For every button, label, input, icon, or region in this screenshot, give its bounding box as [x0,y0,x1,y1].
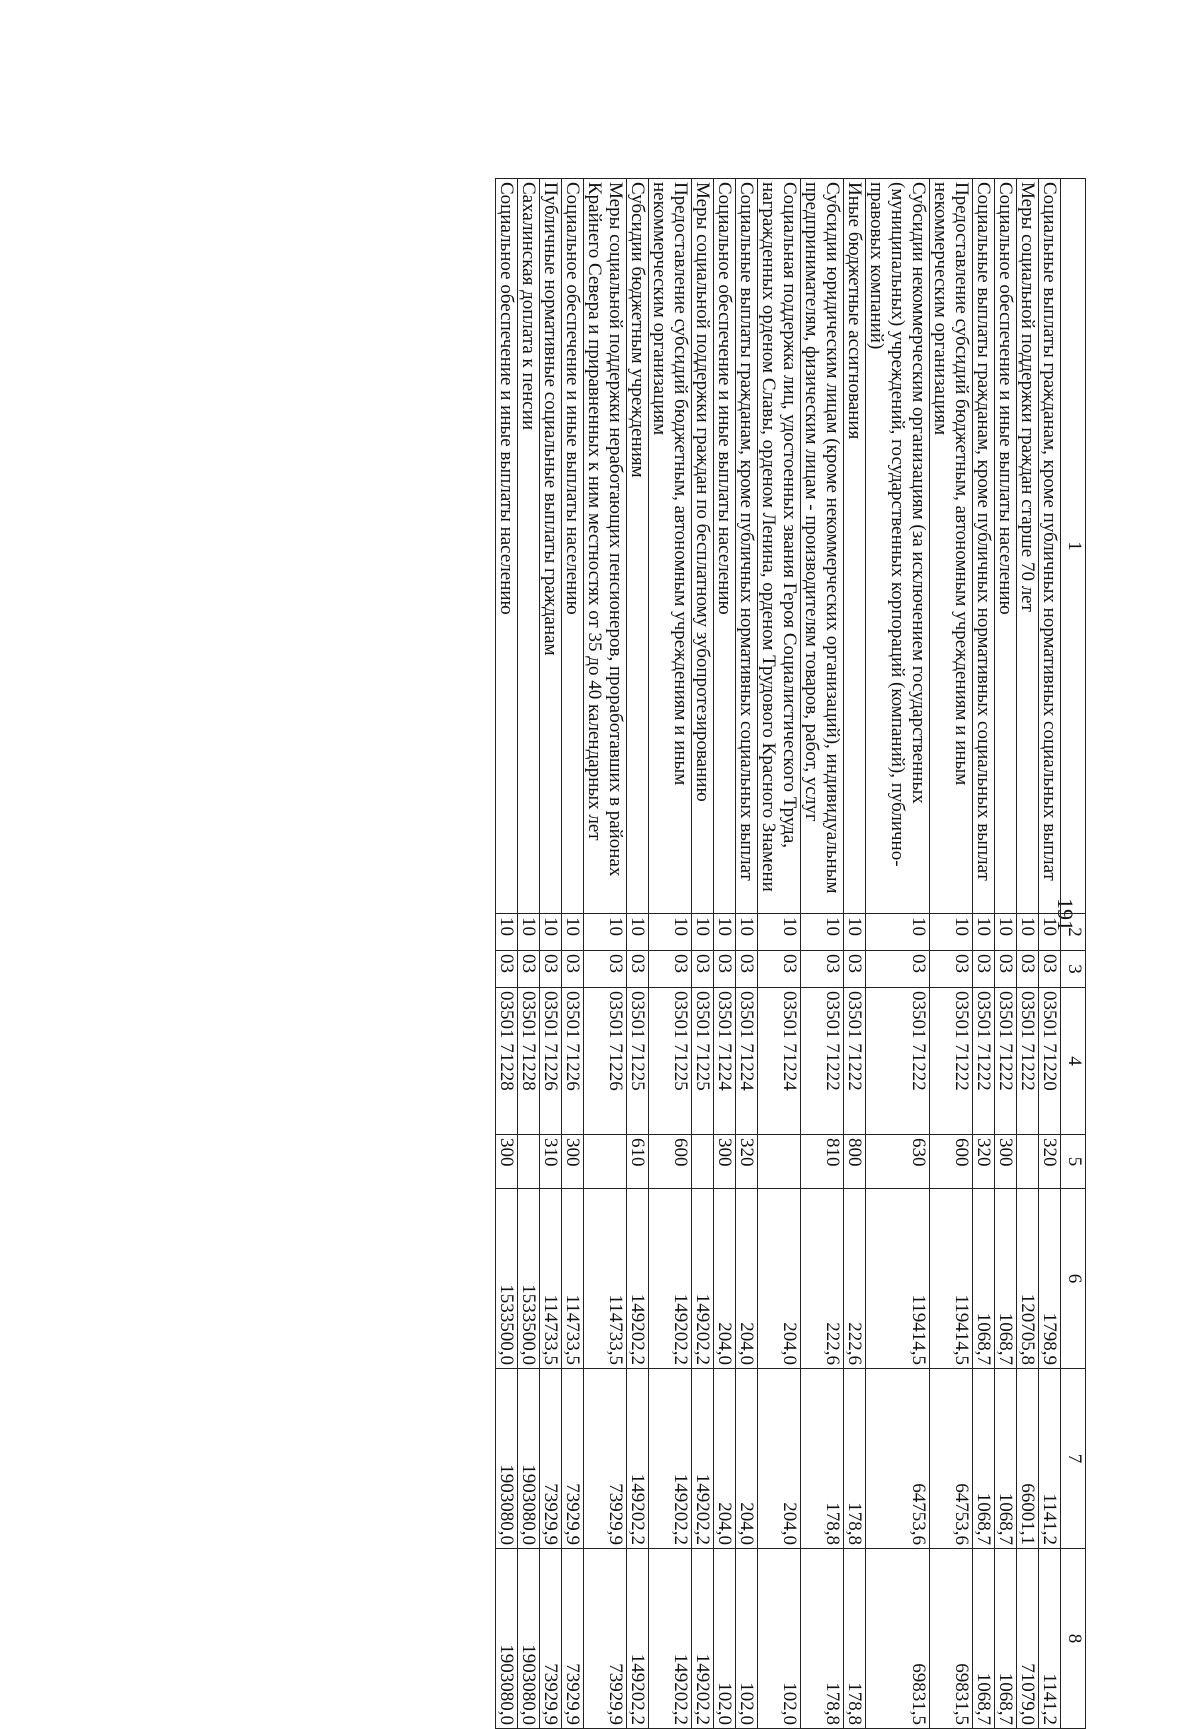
subsection-code-cell: 03 [801,951,844,988]
row-name-cell: Публичные нормативные социальные выплаты гражданам [540,179,562,914]
table-row [866,179,930,1729]
column-header: 6 [1061,1189,1086,1369]
amount-col8-cell: 149202,2 [627,1549,649,1729]
section-code-cell: 10 [518,914,540,951]
amount-col7-cell: 204,0 [714,1369,736,1549]
expense-type-cell: 300 [714,1135,736,1189]
table-row [496,179,518,1729]
section-code-cell: 10 [866,914,930,951]
row-name-cell: Социальное обеспечение и иные выплаты населению [562,179,584,914]
subsection-code-cell: 03 [866,951,930,988]
expense-type-cell [692,1135,714,1189]
amount-col7-cell: 73929,9 [562,1369,584,1549]
table-row [844,179,866,1729]
subsection-code-cell: 03 [692,951,714,988]
target-article-cell: 03501 71222 [973,988,995,1135]
expense-type-cell: 810 [801,1135,844,1189]
amount-col6-cell: 119414,5 [866,1189,930,1369]
row-name-cell: Социальные выплаты гражданам, кроме публичных нормативных социальных выплат [1039,179,1061,914]
amount-col6-cell: 1533500,0 [518,1189,540,1369]
table-row [692,179,714,1729]
expense-type-cell: 630 [866,1135,930,1189]
expense-type-cell [758,1135,801,1189]
expense-type-cell: 300 [995,1135,1017,1189]
subsection-code-cell: 03 [973,951,995,988]
amount-col7-cell: 178,8 [801,1369,844,1549]
subsection-code-cell: 03 [714,951,736,988]
amount-col6-cell: 1068,7 [995,1189,1017,1369]
amount-col7-cell: 1141,2 [1039,1369,1061,1549]
amount-col8-cell: 102,0 [714,1549,736,1729]
amount-col8-cell: 1903080,0 [518,1549,540,1729]
table-row [627,179,649,1729]
amount-col6-cell: 114733,5 [540,1189,562,1369]
column-header: 4 [1061,988,1086,1135]
section-code-cell: 10 [736,914,758,951]
amount-col6-cell: 149202,2 [649,1189,692,1369]
target-article-cell: 03501 71226 [584,988,627,1135]
expense-type-cell [518,1135,540,1189]
amount-col6-cell: 114733,5 [562,1189,584,1369]
section-code-cell: 10 [844,914,866,951]
section-code-cell: 10 [584,914,627,951]
table-row [801,179,844,1729]
section-code-cell: 10 [714,914,736,951]
amount-col6-cell: 1533500,0 [496,1189,518,1369]
amount-col8-cell: 102,0 [758,1549,801,1729]
table-row [540,179,562,1729]
table-row [973,179,995,1729]
amount-col7-cell: 1068,7 [995,1369,1017,1549]
target-article-cell: 03501 71225 [649,988,692,1135]
subsection-code-cell: 03 [736,951,758,988]
target-article-cell: 03501 71220 [1039,988,1061,1135]
table-row [518,179,540,1729]
target-article-cell: 03501 71222 [844,988,866,1135]
amount-col8-cell: 71079,0 [1017,1549,1039,1729]
amount-col6-cell: 222,6 [844,1189,866,1369]
row-name-cell: Социальные выплаты гражданам, кроме публичных нормативных социальных выплат [973,179,995,914]
section-code-cell: 10 [930,914,973,951]
section-code-cell: 10 [649,914,692,951]
target-article-cell: 03501 71225 [692,988,714,1135]
amount-col7-cell: 1903080,0 [518,1369,540,1549]
expense-type-cell: 310 [540,1135,562,1189]
amount-col8-cell: 149202,2 [692,1549,714,1729]
subsection-code-cell: 03 [844,951,866,988]
page-number: 191 [1053,898,1078,931]
amount-col7-cell: 149202,2 [649,1369,692,1549]
column-header: 1 [1061,179,1086,914]
amount-col7-cell: 149202,2 [627,1369,649,1549]
target-article-cell: 03501 71222 [930,988,973,1135]
table-row [562,179,584,1729]
amount-col8-cell: 1141,2 [1039,1549,1061,1729]
amount-col7-cell: 204,0 [758,1369,801,1549]
expense-type-cell: 320 [973,1135,995,1189]
target-article-cell: 03501 71224 [758,988,801,1135]
table-row [995,179,1017,1729]
amount-col8-cell: 1068,7 [973,1549,995,1729]
table-row [930,179,973,1729]
row-name-cell: Субсидии юридическим лицам (кроме некоммерческих организаций), индивидуальным предпринимателям, физическим лицам - производителям товаров, работ, услуг [801,179,844,914]
amount-col8-cell: 1903080,0 [496,1549,518,1729]
row-name-cell: Сахалинская доплата к пенсии [518,179,540,914]
row-name-cell: Социальное обеспечение и иные выплаты населению [496,179,518,914]
row-name-cell: Социальные выплаты гражданам, кроме публичных нормативных социальных выплат [736,179,758,914]
amount-col8-cell: 149202,2 [649,1549,692,1729]
amount-col6-cell: 149202,2 [692,1189,714,1369]
amount-col8-cell: 69831,5 [866,1549,930,1729]
table-row [1039,179,1061,1729]
row-name-cell: Социальная поддержка лиц, удостоенных звания Героя Социалистического Труда, награжденных орденом Славы, орденом Ленина, орденом Трудового Красного Знамени [758,179,801,914]
section-code-cell: 10 [758,914,801,951]
amount-col6-cell: 222,6 [801,1189,844,1369]
row-name-cell: Социальное обеспечение и иные выплаты населению [714,179,736,914]
amount-col8-cell: 102,0 [736,1549,758,1729]
section-code-cell: 10 [540,914,562,951]
table-row [758,179,801,1729]
table-row [649,179,692,1729]
subsection-code-cell: 03 [540,951,562,988]
expense-type-cell: 320 [1039,1135,1061,1189]
expense-type-cell [584,1135,627,1189]
amount-col6-cell: 204,0 [736,1189,758,1369]
subsection-code-cell: 03 [649,951,692,988]
target-article-cell: 03501 71226 [562,988,584,1135]
target-article-cell: 03501 71222 [866,988,930,1135]
header-row [1061,179,1086,1729]
amount-col8-cell: 73929,9 [540,1549,562,1729]
amount-col7-cell: 149202,2 [692,1369,714,1549]
amount-col7-cell: 1068,7 [973,1369,995,1549]
amount-col8-cell: 73929,9 [584,1549,627,1729]
amount-col6-cell: 120705,8 [1017,1189,1039,1369]
amount-col8-cell: 73929,9 [562,1549,584,1729]
expense-type-cell: 600 [930,1135,973,1189]
subsection-code-cell: 03 [562,951,584,988]
subsection-code-cell: 03 [1017,951,1039,988]
target-article-cell: 03501 71228 [496,988,518,1135]
table-row [1017,179,1039,1729]
budget-table [495,178,1086,1729]
target-article-cell: 03501 71225 [627,988,649,1135]
row-name-cell: Иные бюджетные ассигнования [844,179,866,914]
amount-col6-cell: 149202,2 [627,1189,649,1369]
column-header: 3 [1061,951,1086,988]
section-code-cell: 10 [562,914,584,951]
column-header: 7 [1061,1369,1086,1549]
expense-type-cell [1017,1135,1039,1189]
section-code-cell: 10 [627,914,649,951]
subsection-code-cell: 03 [627,951,649,988]
column-header: 8 [1061,1549,1086,1729]
target-article-cell: 03501 71228 [518,988,540,1135]
row-name-cell: Меры социальной поддержки граждан старше 70 лет [1017,179,1039,914]
target-article-cell: 03501 71226 [540,988,562,1135]
amount-col6-cell: 114733,5 [584,1189,627,1369]
amount-col7-cell: 64753,6 [866,1369,930,1549]
amount-col7-cell: 64753,6 [930,1369,973,1549]
subsection-code-cell: 03 [995,951,1017,988]
target-article-cell: 03501 71224 [736,988,758,1135]
amount-col8-cell: 178,8 [844,1549,866,1729]
expense-type-cell: 320 [736,1135,758,1189]
section-code-cell: 10 [692,914,714,951]
amount-col6-cell: 1798,9 [1039,1189,1061,1369]
column-header: 2 [1061,914,1086,951]
table-row [736,179,758,1729]
expense-type-cell: 600 [649,1135,692,1189]
section-code-cell: 10 [973,914,995,951]
column-header: 5 [1061,1135,1086,1189]
amount-col8-cell: 69831,5 [930,1549,973,1729]
expense-type-cell: 300 [496,1135,518,1189]
amount-col8-cell: 1068,7 [995,1549,1017,1729]
row-name-cell: Предоставление субсидий бюджетным, автономным учреждениям и иным некоммерческим организациям [930,179,973,914]
target-article-cell: 03501 71224 [714,988,736,1135]
target-article-cell: 03501 71222 [995,988,1017,1135]
amount-col6-cell: 204,0 [714,1189,736,1369]
row-name-cell: Меры социальной поддержки граждан по бесплатному зубопротезированию [692,179,714,914]
subsection-code-cell: 03 [518,951,540,988]
subsection-code-cell: 03 [584,951,627,988]
amount-col6-cell: 204,0 [758,1189,801,1369]
row-name-cell: Социальное обеспечение и иные выплаты населению [995,179,1017,914]
amount-col6-cell: 119414,5 [930,1189,973,1369]
table-row [714,179,736,1729]
target-article-cell: 03501 71222 [801,988,844,1135]
table-row [584,179,627,1729]
section-code-cell: 10 [1017,914,1039,951]
section-code-cell: 10 [496,914,518,951]
section-code-cell: 10 [801,914,844,951]
target-article-cell: 03501 71222 [1017,988,1039,1135]
subsection-code-cell: 03 [1039,951,1061,988]
amount-col8-cell: 178,8 [801,1549,844,1729]
subsection-code-cell: 03 [758,951,801,988]
amount-col7-cell: 73929,9 [540,1369,562,1549]
row-name-cell: Субсидии некоммерческим организациям (за исключением государственных (муниципальных) учреждений, государственных корпораций (компаний), публично-правовых компаний) [866,179,930,914]
amount-col7-cell: 66001,1 [1017,1369,1039,1549]
section-code-cell: 10 [1039,914,1061,951]
subsection-code-cell: 03 [930,951,973,988]
amount-col7-cell: 204,0 [736,1369,758,1549]
section-code-cell: 10 [995,914,1017,951]
amount-col7-cell: 73929,9 [584,1369,627,1549]
row-name-cell: Субсидии бюджетным учреждениям [627,179,649,914]
expense-type-cell: 610 [627,1135,649,1189]
budget-table-container [54,178,1086,1728]
expense-type-cell: 300 [562,1135,584,1189]
amount-col6-cell: 1068,7 [973,1189,995,1369]
row-name-cell: Предоставление субсидий бюджетным, автономным учреждениям и иным некоммерческим организациям [649,179,692,914]
amount-col7-cell: 178,8 [844,1369,866,1549]
row-name-cell: Меры социальной поддержки неработающих пенсионеров, проработавших в районах Крайнего Севера и приравненных к ним местностях от 35 до 40 календарных лет [584,179,627,914]
expense-type-cell: 800 [844,1135,866,1189]
amount-col7-cell: 1903080,0 [496,1369,518,1549]
subsection-code-cell: 03 [496,951,518,988]
